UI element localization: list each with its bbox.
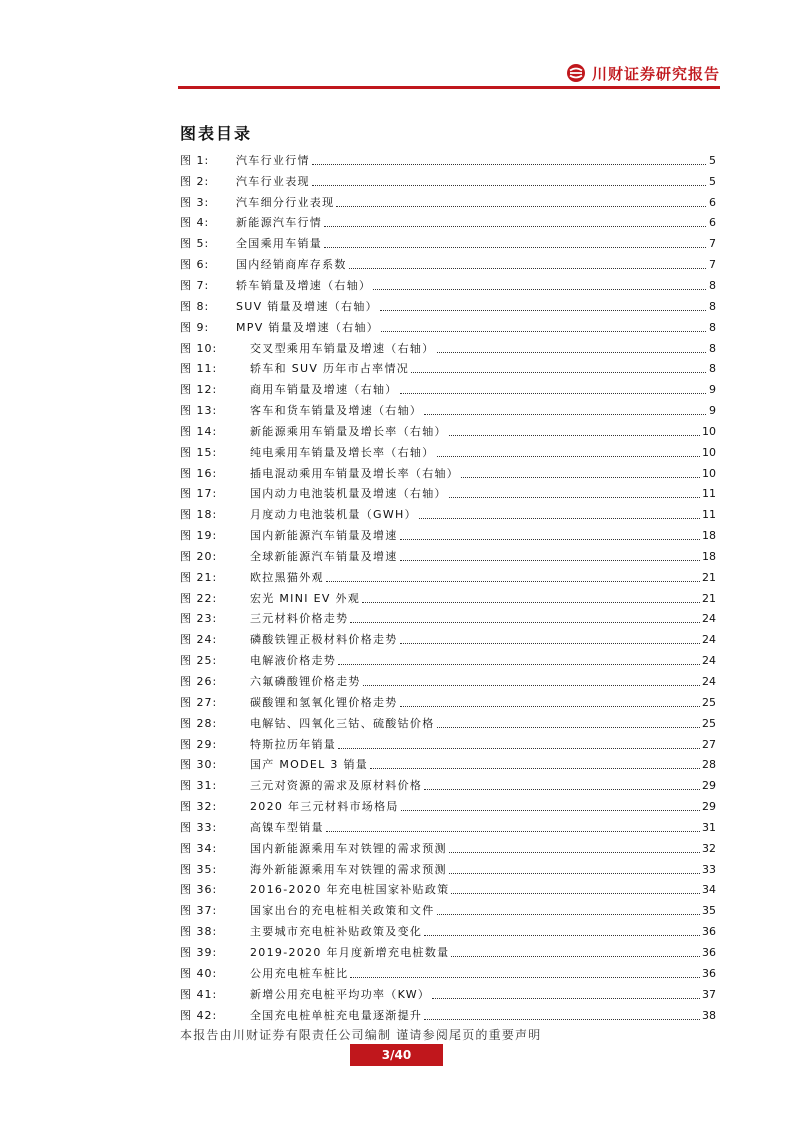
toc-dot-leader	[437, 914, 701, 915]
toc-entry[interactable]	[180, 525, 716, 546]
toc-entry-title: MPV 销量及增速（右轴）	[236, 320, 380, 334]
toc-entry-page: 37	[702, 987, 716, 1001]
toc-entry-label: 图 18:	[180, 508, 218, 522]
toc-dot-leader	[370, 768, 700, 769]
toc-entry-label: 图 4:	[180, 216, 210, 230]
toc-dot-leader	[449, 435, 700, 436]
toc-entry-page: 5	[709, 153, 716, 167]
toc-entry-title: 插电混动乘用车销量及增长率（右轴）	[250, 466, 460, 480]
toc-entry-label: 图 19:	[180, 529, 218, 543]
toc-entry[interactable]	[180, 296, 716, 317]
toc-entry[interactable]	[180, 671, 716, 692]
toc-entry-label: 图 30:	[180, 758, 218, 772]
toc-entry-title: 主要城市充电桩补贴政策及变化	[250, 925, 423, 939]
toc-entry-label: 图 38:	[180, 925, 218, 939]
toc-dot-leader	[400, 560, 700, 561]
chuancai-logo-icon	[566, 63, 586, 83]
toc-entry[interactable]	[180, 171, 716, 192]
toc-dot-leader	[381, 331, 706, 332]
toc-entry-title: 六氟磷酸锂价格走势	[250, 675, 361, 689]
toc-entry[interactable]	[180, 796, 716, 817]
toc-entry-label: 图 34:	[180, 841, 218, 855]
toc-entry[interactable]	[180, 588, 716, 609]
toc-entry-page: 6	[709, 216, 716, 230]
brand-title: 川财证券研究报告	[591, 64, 720, 83]
toc-dot-leader	[324, 247, 706, 248]
toc-entry-title: 客车和货车销量及增速（右轴）	[250, 404, 423, 418]
toc-entry-page: 25	[702, 716, 716, 730]
toc-entry-title: 高镍车型销量	[250, 820, 324, 834]
toc-entry-title: 国内新能源汽车销量及增速	[250, 529, 398, 543]
toc-entry-label: 图 39:	[180, 945, 218, 959]
toc-dot-leader	[461, 477, 700, 478]
toc-entry-page: 36	[702, 925, 716, 939]
toc-entry-title: 欧拉黑猫外观	[250, 570, 324, 584]
toc-entry[interactable]	[180, 233, 716, 254]
toc-dot-leader	[312, 185, 706, 186]
toc-dot-leader	[326, 831, 700, 832]
toc-entry[interactable]	[180, 963, 716, 984]
toc-entry[interactable]	[180, 504, 716, 525]
toc-entry-label: 图 10:	[180, 341, 218, 355]
toc-entry[interactable]	[180, 859, 716, 880]
toc-dot-leader	[424, 789, 700, 790]
toc-entry[interactable]	[180, 609, 716, 630]
toc-dot-leader	[350, 977, 700, 978]
toc-entry-label: 图 41:	[180, 987, 218, 1001]
toc-entry[interactable]	[180, 421, 716, 442]
toc-dot-leader	[449, 852, 700, 853]
toc-entry-page: 5	[709, 174, 716, 188]
toc-entry-title: 交叉型乘用车销量及增速（右轴）	[250, 341, 435, 355]
toc-entry-label: 图 26:	[180, 675, 218, 689]
toc-entry[interactable]	[180, 713, 716, 734]
toc-entry[interactable]	[180, 338, 716, 359]
toc-entry[interactable]	[180, 775, 716, 796]
toc-entry-title: 月度动力电池装机量（GWH）	[250, 508, 417, 522]
toc-entry-label: 图 24:	[180, 633, 218, 647]
toc-entry[interactable]	[180, 275, 716, 296]
toc-entry-title: 公用充电桩车桩比	[250, 966, 349, 980]
toc-entry[interactable]	[180, 379, 716, 400]
toc-dot-leader	[437, 352, 707, 353]
toc-entry[interactable]	[180, 900, 716, 921]
toc-entry-page: 34	[702, 883, 716, 897]
toc-entry-page: 7	[709, 258, 716, 272]
toc-entry-label: 图 15:	[180, 445, 218, 459]
toc-entry[interactable]	[180, 567, 716, 588]
toc-entry[interactable]	[180, 317, 716, 338]
toc-entry-title: 电解液价格走势	[250, 654, 337, 668]
toc-entry-title: 宏光 MINI EV 外观	[250, 591, 361, 605]
toc-entry-title: 新增公用充电桩平均功率（KW）	[250, 987, 431, 1001]
toc-entry-page: 10	[702, 424, 716, 438]
toc-entry-label: 图 29:	[180, 737, 218, 751]
toc-entry[interactable]	[180, 984, 716, 1005]
toc-dot-leader	[350, 622, 700, 623]
report-header	[566, 62, 720, 84]
toc-entry-label: 图 7:	[180, 278, 210, 292]
toc-entry-title: 三元材料价格走势	[250, 612, 349, 626]
toc-entry-label: 图 31:	[180, 779, 218, 793]
toc-entry-title: 新能源乘用车销量及增长率（右轴）	[250, 424, 447, 438]
toc-entry-title: 轿车和 SUV 历年市占率情况	[250, 362, 410, 376]
toc-entry[interactable]	[180, 442, 716, 463]
toc-entry-page: 9	[709, 404, 716, 418]
toc-entry-label: 图 1:	[180, 153, 210, 167]
toc-entry-title: 2016-2020 年充电桩国家补贴政策	[250, 883, 450, 897]
toc-dot-leader	[424, 414, 706, 415]
toc-entry-title: 全国乘用车销量	[236, 237, 323, 251]
toc-dot-leader	[411, 372, 706, 373]
toc-dot-leader	[373, 289, 706, 290]
toc-entry-page: 10	[702, 445, 716, 459]
toc-entry[interactable]	[180, 817, 716, 838]
toc-entry-page: 7	[709, 237, 716, 251]
toc-dot-leader	[419, 518, 700, 519]
toc-dot-leader	[338, 748, 700, 749]
toc-entry-label: 图 42:	[180, 1008, 218, 1022]
toc-entry-title: 汽车行业行情	[236, 153, 310, 167]
toc-entry-page: 31	[702, 820, 716, 834]
toc-entry-label: 图 2:	[180, 174, 210, 188]
toc-entry-label: 图 20:	[180, 549, 218, 563]
toc-entry-label: 图 40:	[180, 966, 218, 980]
toc-entry-page: 8	[709, 299, 716, 313]
toc-entry-page: 21	[702, 591, 716, 605]
toc-entry-title: 2019-2020 年月度新增充电桩数量	[250, 945, 450, 959]
toc-entry-title: 轿车销量及增速（右轴）	[236, 278, 372, 292]
toc-dot-leader	[400, 539, 700, 540]
toc-entry-label: 图 13:	[180, 404, 218, 418]
toc-entry-page: 8	[709, 278, 716, 292]
toc-entry-title: 国产 MODEL 3 销量	[250, 758, 369, 772]
toc-dot-leader	[424, 1019, 700, 1020]
toc-entry-label: 图 28:	[180, 716, 218, 730]
toc-entry-label: 图 36:	[180, 883, 218, 897]
toc-entry-page: 11	[702, 508, 716, 522]
toc-entry-title: 全球新能源汽车销量及增速	[250, 549, 398, 563]
toc-entry-title: 新能源汽车行情	[236, 216, 323, 230]
toc-entry-title: 商用车销量及增速（右轴）	[250, 383, 398, 397]
page-number-badge: 3/40	[350, 1044, 443, 1066]
toc-entry-page: 18	[702, 529, 716, 543]
toc-entry[interactable]	[180, 213, 716, 234]
toc-entry-label: 图 23:	[180, 612, 218, 626]
toc-entry-label: 图 16:	[180, 466, 218, 480]
toc-entry-label: 图 11:	[180, 362, 218, 376]
toc-entry[interactable]	[180, 400, 716, 421]
toc-entry[interactable]	[180, 192, 716, 213]
toc-dot-leader	[362, 602, 700, 603]
toc-entry-page: 8	[709, 362, 716, 376]
toc-entry-label: 图 27:	[180, 695, 218, 709]
toc-entry-page: 28	[702, 758, 716, 772]
toc-entry-page: 24	[702, 612, 716, 626]
toc-entry-page: 18	[702, 549, 716, 563]
toc-dot-leader	[380, 310, 706, 311]
toc-entry[interactable]	[180, 546, 716, 567]
toc-dot-leader	[400, 643, 700, 644]
toc-entry-page: 24	[702, 675, 716, 689]
header-divider	[178, 86, 720, 89]
toc-entry[interactable]	[180, 838, 716, 859]
toc-dot-leader	[324, 226, 706, 227]
toc-entry-title: 国内新能源乘用车对铁锂的需求预测	[250, 841, 447, 855]
toc-entry[interactable]	[180, 880, 716, 901]
toc-entry-page: 27	[702, 737, 716, 751]
toc-entry[interactable]	[180, 1005, 716, 1026]
toc-entry-label: 图 33:	[180, 820, 218, 834]
toc-entry-label: 图 14:	[180, 424, 218, 438]
toc-entry-page: 29	[702, 779, 716, 793]
toc-entry[interactable]	[180, 150, 716, 171]
toc-entry[interactable]	[180, 942, 716, 963]
toc-entry-page: 33	[702, 862, 716, 876]
toc-entry-title: 2020 年三元材料市场格局	[250, 800, 399, 814]
toc-entry-page: 21	[702, 570, 716, 584]
toc-entry-label: 图 3:	[180, 195, 210, 209]
toc-entry-label: 图 12:	[180, 383, 218, 397]
toc-dot-leader	[449, 497, 700, 498]
toc-entry[interactable]	[180, 254, 716, 275]
toc-entry[interactable]	[180, 754, 716, 775]
toc-entry-title: 全国充电桩单桩充电量逐渐提升	[250, 1008, 423, 1022]
toc-entry-title: 电解钴、四氧化三钴、硫酸钴价格	[250, 716, 435, 730]
toc-entry-title: 汽车细分行业表现	[236, 195, 335, 209]
toc-entry[interactable]	[180, 358, 716, 379]
toc-dot-leader	[326, 581, 700, 582]
toc-entry[interactable]	[180, 650, 716, 671]
toc-dot-leader	[349, 268, 706, 269]
toc-dot-leader	[401, 810, 700, 811]
toc-entry[interactable]	[180, 463, 716, 484]
toc-dot-leader	[437, 456, 701, 457]
footer-disclaimer: 本报告由川财证券有限责任公司编制 谨请参阅尾页的重要声明	[180, 1028, 542, 1042]
toc-entry-page: 35	[702, 904, 716, 918]
toc-entry[interactable]	[180, 484, 716, 505]
toc-entry-title: 磷酸铁锂正极材料价格走势	[250, 633, 398, 647]
toc-entry-title: 国内动力电池装机量及增速（右轴）	[250, 487, 447, 501]
toc-entry-label: 图 17:	[180, 487, 218, 501]
toc-entry-label: 图 5:	[180, 237, 210, 251]
toc-entry-title: 汽车行业表现	[236, 174, 310, 188]
toc-dot-leader	[451, 956, 700, 957]
toc-entry-label: 图 21:	[180, 570, 218, 584]
toc-entry-page: 36	[702, 945, 716, 959]
toc-entry-title: 海外新能源乘用车对铁锂的需求预测	[250, 862, 447, 876]
toc-dot-leader	[424, 935, 700, 936]
toc-entry-title: 碳酸锂和氢氧化锂价格走势	[250, 695, 398, 709]
toc-entry-title: 国家出台的充电桩相关政策和文件	[250, 904, 435, 918]
toc-entry-label: 图 37:	[180, 904, 218, 918]
toc-entry-label: 图 35:	[180, 862, 218, 876]
toc-entry-label: 图 25:	[180, 654, 218, 668]
toc-entry-title: 特斯拉历年销量	[250, 737, 337, 751]
toc-entry-label: 图 8:	[180, 299, 210, 313]
toc-entry-label: 图 22:	[180, 591, 218, 605]
toc-dot-leader	[449, 873, 700, 874]
toc-dot-leader	[312, 164, 706, 165]
toc-entry-page: 25	[702, 695, 716, 709]
toc-list	[180, 150, 716, 1025]
toc-entry-page: 32	[702, 841, 716, 855]
toc-entry[interactable]	[180, 692, 716, 713]
toc-entry[interactable]	[180, 734, 716, 755]
toc-dot-leader	[338, 664, 700, 665]
toc-entry-page: 36	[702, 966, 716, 980]
toc-dot-leader	[336, 206, 706, 207]
toc-entry-title: 纯电乘用车销量及增长率（右轴）	[250, 445, 435, 459]
toc-entry-label: 图 32:	[180, 800, 218, 814]
toc-entry-page: 24	[702, 654, 716, 668]
toc-entry[interactable]	[180, 629, 716, 650]
toc-entry-title: 国内经销商库存系数	[236, 258, 347, 272]
toc-entry-page: 9	[709, 383, 716, 397]
toc-entry-page: 38	[702, 1008, 716, 1022]
toc-entry-page: 8	[709, 320, 716, 334]
toc-dot-leader	[400, 393, 706, 394]
toc-dot-leader	[437, 727, 701, 728]
toc-entry-page: 6	[709, 195, 716, 209]
toc-entry[interactable]	[180, 921, 716, 942]
toc-entry-label: 图 6:	[180, 258, 210, 272]
toc-entry-page: 10	[702, 466, 716, 480]
toc-entry-page: 29	[702, 800, 716, 814]
toc-entry-title: 三元对资源的需求及原材料价格	[250, 779, 423, 793]
toc-entry-label: 图 9:	[180, 320, 210, 334]
toc-dot-leader	[400, 706, 700, 707]
toc-dot-leader	[363, 685, 700, 686]
toc-entry-page: 8	[709, 341, 716, 355]
toc-entry-title: SUV 销量及增速（右轴）	[236, 299, 378, 313]
toc-entry-page: 24	[702, 633, 716, 647]
toc-dot-leader	[451, 893, 700, 894]
toc-entry-page: 11	[702, 487, 716, 501]
toc-title: 图表目录	[180, 124, 253, 143]
toc-dot-leader	[432, 998, 700, 999]
